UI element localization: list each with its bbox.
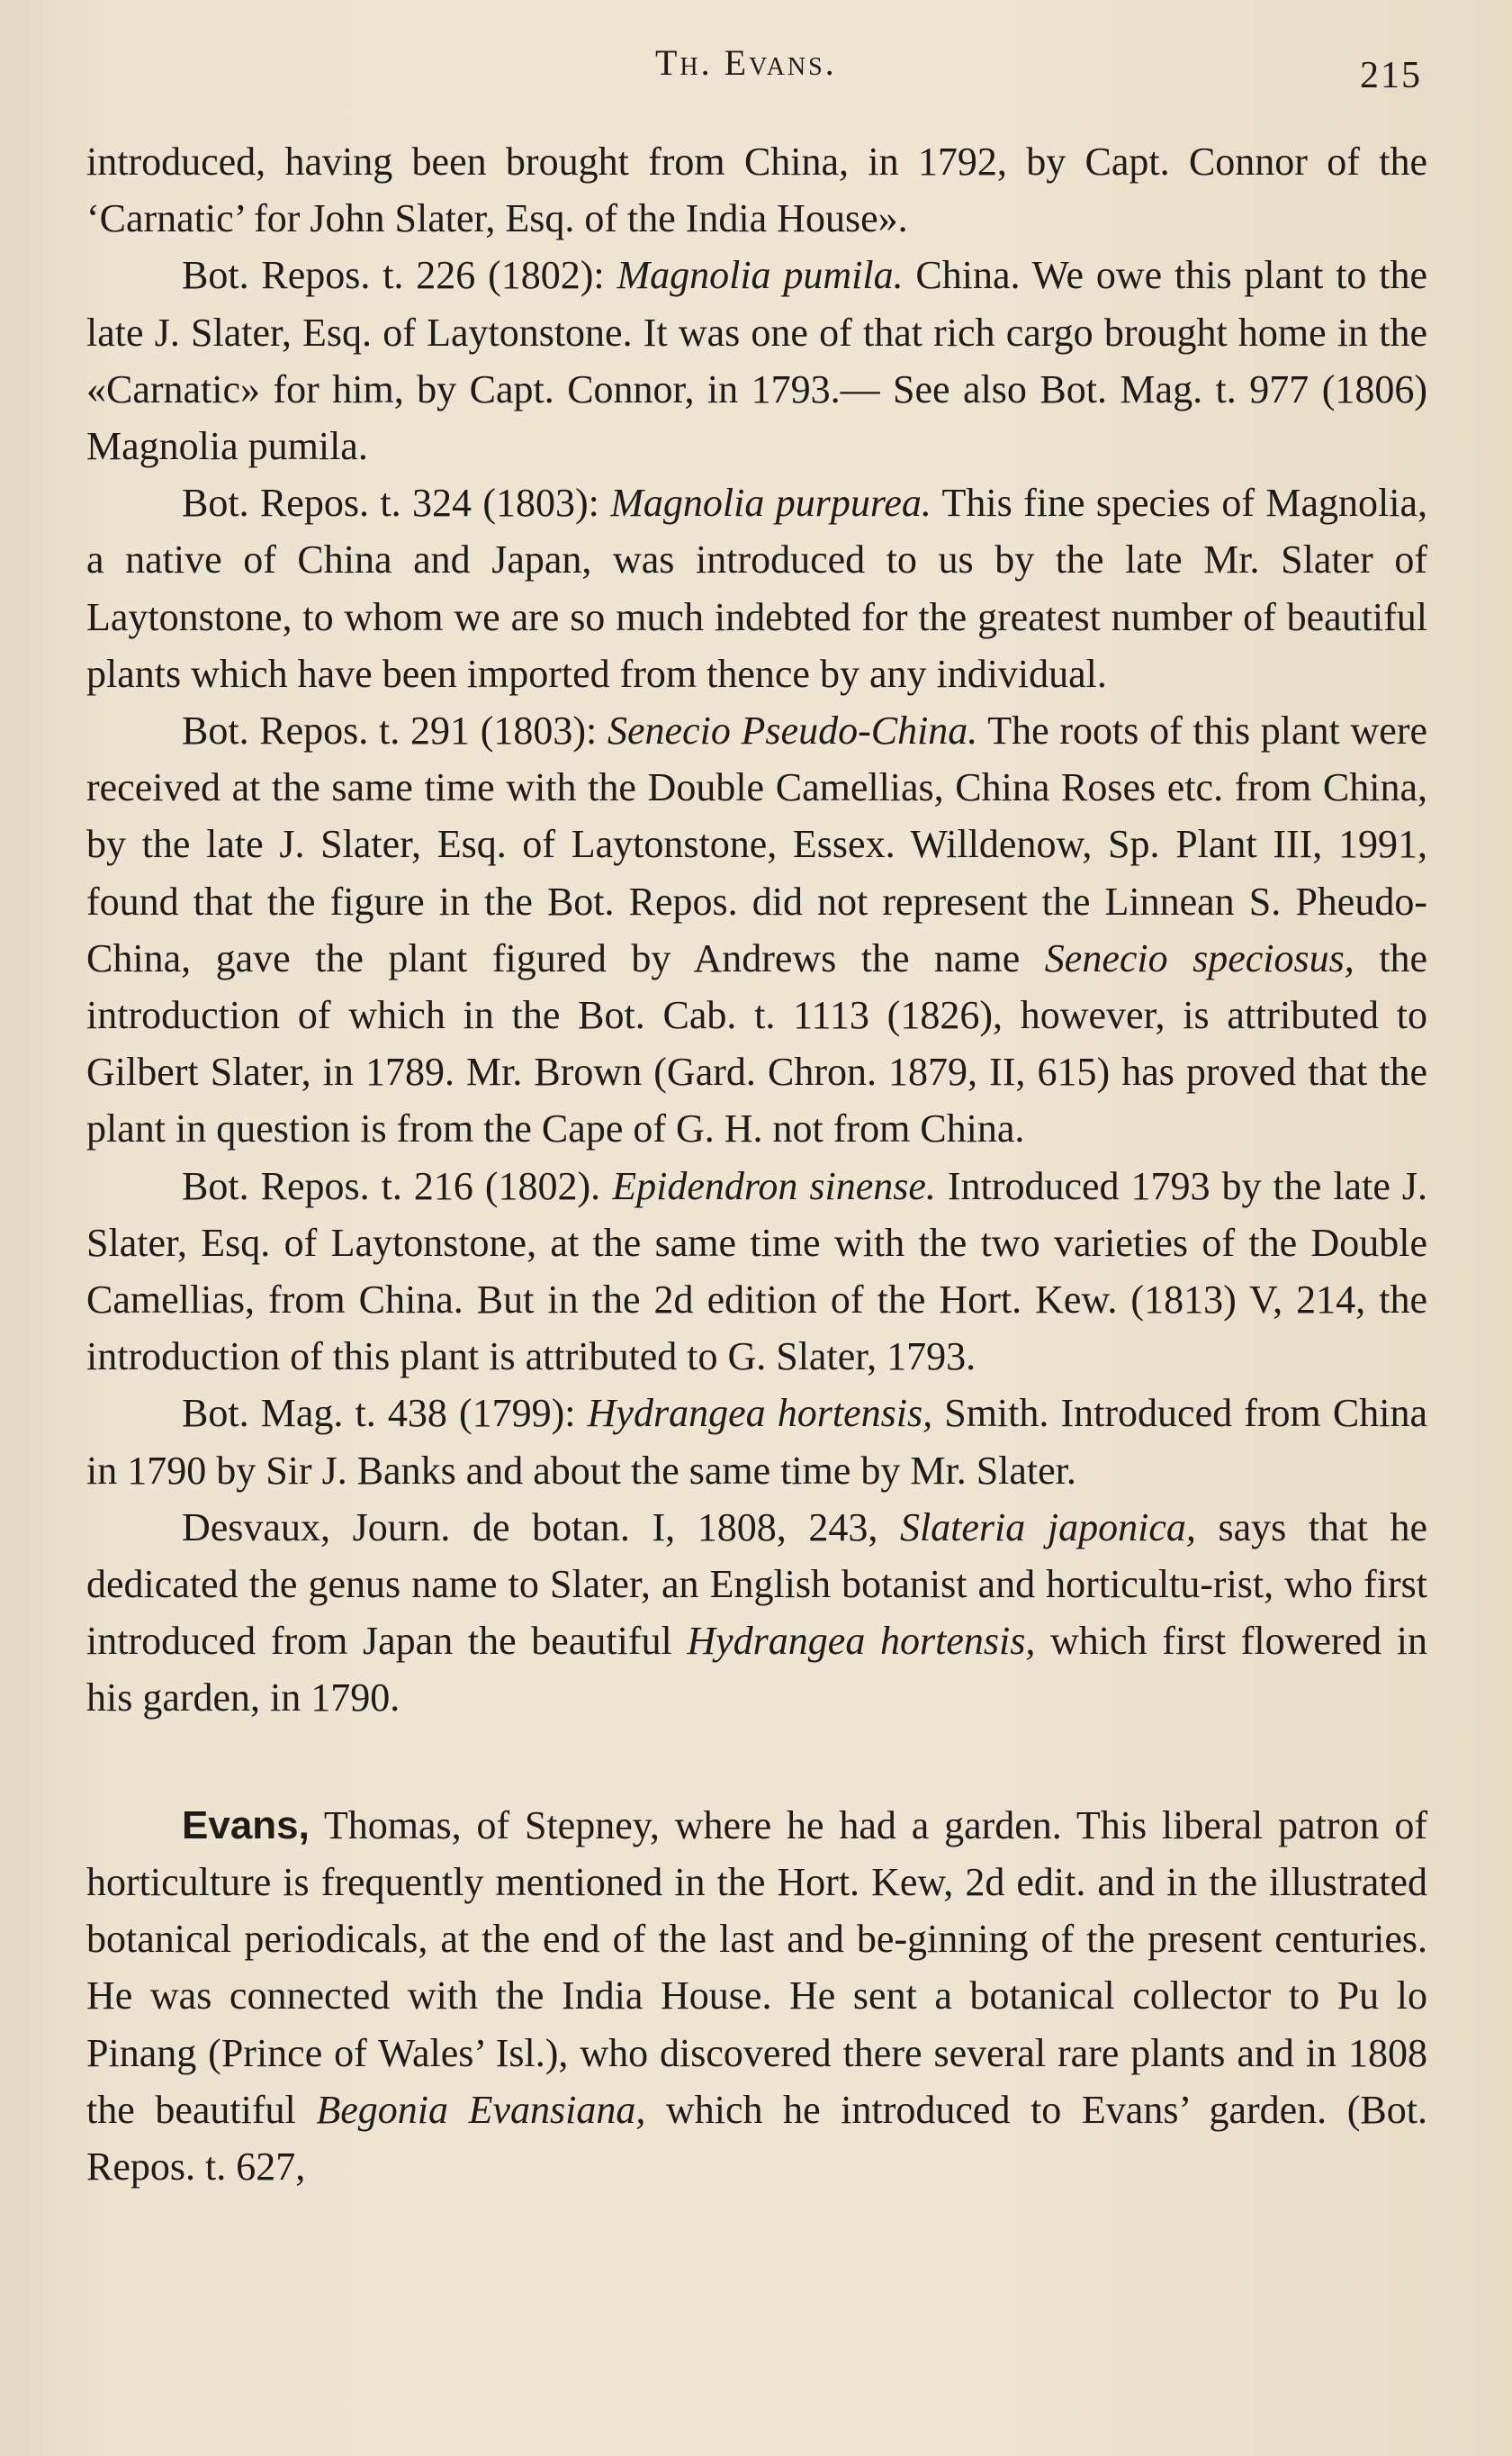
- citation-text: Bot. Repos. t. 216 (1802).: [182, 1163, 613, 1208]
- citation-text: Bot. Repos. t. 226 (1802):: [182, 253, 617, 298]
- paragraph-text: Smith. Introduced from China in 1790 by Sir J. Banks and about the same time by Mr. Slater.: [86, 1391, 1427, 1493]
- citation-text: Bot. Mag. t. 438 (1799):: [182, 1391, 588, 1436]
- species-name: Slateria japonica,: [899, 1504, 1196, 1549]
- paragraph-magnolia-purpurea: [86, 474, 1427, 702]
- entry-headword: Evans,: [182, 1802, 310, 1847]
- species-name: Magnolia pumila.: [616, 253, 904, 298]
- species-name: Magnolia purpurea.: [610, 481, 932, 526]
- page-header: [0, 41, 1512, 104]
- species-name: Senecio speciosus,: [1044, 935, 1354, 980]
- paragraph-epidendron: [86, 1158, 1427, 1386]
- species-name: Epidendron sinense.: [612, 1163, 936, 1208]
- citation-text: Bot. Repos. t. 291 (1803):: [182, 709, 608, 754]
- species-name: Begonia Evansiana,: [316, 2087, 646, 2132]
- paragraph-text: the introduction of which in the Bot. Cab. t. 1113 (1826), however, is attributed to Gilbert Slater, in 1789. Mr. Brown (Gard. Chron. 1879, II, 615) has proved that the plant in question is from the Cape of G. H. not from China.: [86, 935, 1427, 1151]
- paragraph-continuation: [86, 133, 1427, 247]
- species-name: Senecio Pseudo-China.: [608, 709, 978, 754]
- paragraph-text: Thomas, of Stepney, where he had a garden. This liberal patron of horticulture is frequently mentioned in the Hort. Kew, 2d edit. and in the illustrated botanical periodicals, at the end of the last and be-ginning of the present centuries. He was connected with the India House. He sent a botanical collector to Pu lo Pinang (Prince of Wales’ Isl.), who discovered there several rare plants and in 1808 the beautiful: [86, 1802, 1427, 2132]
- paragraph-text: introduced, having been brought from China, in 1792, by Capt. Connor of the ‘Carnatic’ for John Slater, Esq. of the India House».: [86, 140, 1427, 241]
- paragraph-text: which first flowered in his garden, in 1790.: [86, 1619, 1428, 1720]
- paragraph-text: says that he dedicated the genus name to Slater, an English botanist and horticultu-rist, who first introduced from Japan the beautiful: [86, 1504, 1427, 1664]
- paragraph-text: Introduced 1793 by the late J. Slater, Esq. of Laytonstone, at the same time with the two varieties of the Double Camellias, from China. But in the 2d edition of the Hort. Kew. (1813) V, 214, the introduction of this plant is attributed to G. Slater, 1793.: [86, 1163, 1427, 1379]
- paragraph-text: which he introduced to Evans’ garden. (Bot. Repos. t. 627,: [86, 2087, 1428, 2189]
- citation-text: Bot. Repos. t. 324 (1803):: [182, 481, 611, 526]
- paragraph-text: This fine species of Magnolia, a native of China and Japan, was introduced to us by the late Mr. Slater of Laytonstone, to whom we are so much indebted for the greatest number of beautiful plants which have been imported from thence by any individual.: [86, 481, 1428, 696]
- page-body: [86, 133, 1427, 2195]
- running-head: Th. Evans.: [655, 42, 837, 83]
- paragraph-text: The roots of this plant were received at the same time with the Double Camellias, China Roses etc. from China, by the late J. Slater, Esq. of Laytonstone, Essex. Willdenow, Sp. Plant III, 1991, found that the figure in the Bot. Repos. did not represent the Linnean S. Pheudo-China, gave the plant figured by Andrews the name: [86, 709, 1428, 980]
- paragraph-senecio: [86, 702, 1427, 1158]
- paragraph-hydrangea: [86, 1385, 1427, 1498]
- citation-text: Desvaux, Journ. de botan. I, 1808, 243,: [182, 1504, 900, 1549]
- paragraph-text: China. We owe this plant to the late J. Slater, Esq. of Laytonstone. It was one of that rich cargo brought home in the «Carnatic» for him, by Capt. Connor, in 1793.— See also Bot. Mag. t. 977 (1806) Magnolia pumila.: [86, 253, 1428, 469]
- entry-evans: [86, 1797, 1427, 2195]
- paragraph-magnolia-pumila: [86, 247, 1427, 474]
- species-name: Hydrangea hortensis,: [687, 1619, 1036, 1664]
- paragraph-slateria: [86, 1499, 1427, 1727]
- page-number: 215: [1360, 55, 1422, 96]
- species-name: Hydrangea hortensis,: [587, 1391, 933, 1436]
